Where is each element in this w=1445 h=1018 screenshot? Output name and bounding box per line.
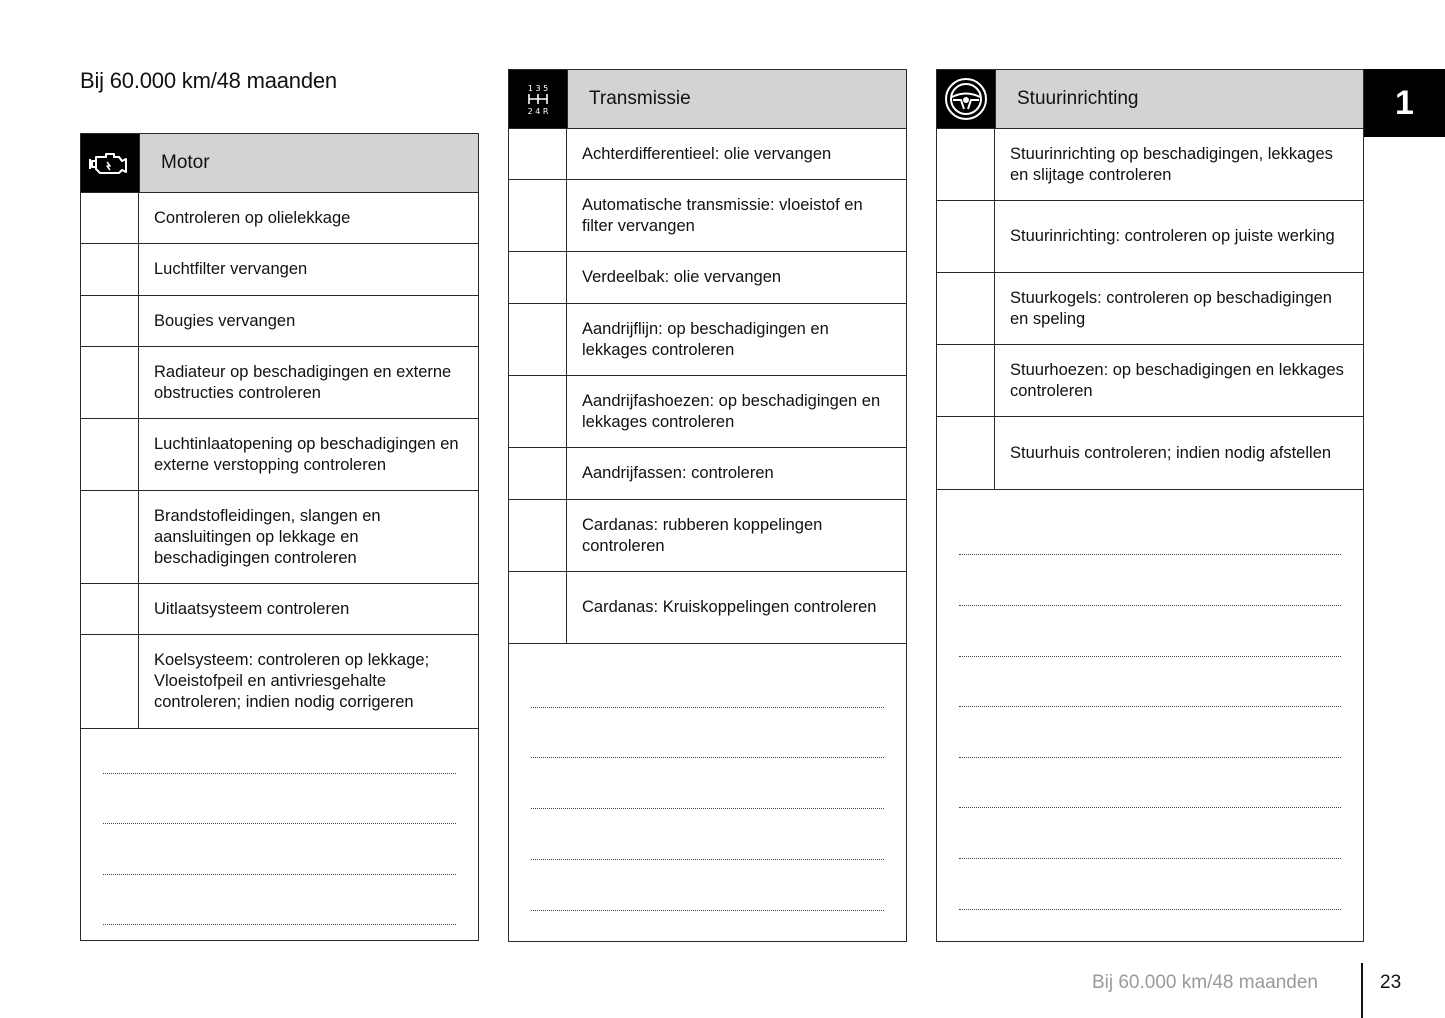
notes-line[interactable] <box>959 656 1341 657</box>
checkbox-cell[interactable] <box>509 376 567 447</box>
checklist-item-text: Luchtinlaatopening op beschadigingen en externe verstopping controleren <box>154 434 459 474</box>
checklist-item-text: Cardanas: rubberen koppelingen controleren <box>582 515 823 555</box>
checklist-item-text: Aandrijflijn: op beschadigingen en lekkages controleren <box>582 319 829 359</box>
checklist-item-text: Stuurinrichting op beschadigingen, lekkages en slijtage controleren <box>1010 144 1333 184</box>
checklist-row <box>81 296 478 347</box>
notes-line[interactable] <box>959 554 1341 555</box>
checklist-item-text: Controleren op olielekkage <box>154 208 351 227</box>
checklist-item-text: Bougies vervangen <box>154 311 296 330</box>
checkbox-cell[interactable] <box>509 129 567 179</box>
notes-line[interactable] <box>959 909 1341 910</box>
notes-line[interactable] <box>959 706 1341 707</box>
checklist-item-text: Radiateur op beschadigingen en externe obstructies controleren <box>154 362 452 402</box>
checkbox-cell[interactable] <box>937 273 995 344</box>
transmissie-header <box>509 70 906 129</box>
checklist-item-text: Koelsysteem: controleren op lekkage; Vloeistofpeil en antivriesgehalte controleren; indien nodig corrigeren <box>154 651 430 711</box>
footer-divider <box>1361 963 1363 1018</box>
checklist-item-text: Cardanas: Kruiskoppelingen controleren <box>582 598 877 616</box>
checklist-item-text: Achterdifferentieel: olie vervangen <box>582 144 832 163</box>
footer-section-label: Bij 60.000 km/48 maanden <box>1091 972 1318 993</box>
motor-section <box>80 133 479 941</box>
notes-line[interactable] <box>103 773 456 774</box>
checkbox-cell[interactable] <box>81 635 139 728</box>
gear-label-top: 1 3 5 <box>527 84 549 93</box>
checklist-row <box>509 252 906 304</box>
checklist-item-text: Stuurinrichting: controleren op juiste werking <box>1010 227 1335 245</box>
motor-title: Motor <box>139 134 478 192</box>
checkbox-cell[interactable] <box>81 296 139 346</box>
notes-line[interactable] <box>531 757 884 758</box>
stuurinrichting-header <box>937 70 1363 129</box>
checkbox-cell[interactable] <box>81 491 139 583</box>
checkbox-cell[interactable] <box>509 252 567 303</box>
checklist-row <box>509 500 906 572</box>
checkbox-cell[interactable] <box>81 584 139 634</box>
checklist-item-text: Stuurhoezen: op beschadigingen en lekkages controleren <box>1010 360 1344 400</box>
checklist-row <box>81 347 478 419</box>
checklist-row <box>509 129 906 180</box>
checklist-item-text: Luchtfilter vervangen <box>154 260 308 278</box>
checklist-row <box>509 180 906 252</box>
checkbox-cell[interactable] <box>937 201 995 272</box>
motor-header <box>81 134 478 193</box>
transmissie-title: Transmissie <box>567 70 906 128</box>
checkbox-cell[interactable] <box>937 417 995 489</box>
steering-wheel-icon <box>937 70 995 128</box>
checkbox-cell[interactable] <box>509 500 567 571</box>
notes-line[interactable] <box>531 910 884 911</box>
notes-line[interactable] <box>103 823 456 824</box>
checkbox-cell[interactable] <box>509 180 567 251</box>
checklist-row <box>81 635 478 729</box>
notes-line[interactable] <box>959 858 1341 859</box>
notes-line[interactable] <box>959 757 1341 758</box>
checklist-item-text: Verdeelbak: olie vervangen <box>582 268 782 286</box>
checklist-row <box>81 491 478 584</box>
notes-line[interactable] <box>531 707 884 708</box>
gear-label-bottom: 2 4 R <box>527 107 549 116</box>
checklist-item-text: Brandstofleidingen, slangen en aansluitingen op lekkage en beschadigingen controleren <box>154 506 381 567</box>
chapter-tab: 1 <box>1364 69 1445 137</box>
checklist-row <box>937 273 1363 345</box>
checkbox-cell[interactable] <box>937 345 995 416</box>
engine-icon <box>81 134 139 192</box>
checkbox-cell[interactable] <box>937 129 995 200</box>
notes-line[interactable] <box>531 808 884 809</box>
checklist-row <box>509 304 906 376</box>
notes-line[interactable] <box>103 874 456 875</box>
checklist-row <box>937 201 1363 273</box>
page-number: 23 <box>1380 972 1402 993</box>
checklist-row <box>81 193 478 244</box>
checklist-item-text: Stuurkogels: controleren op beschadigingen en speling <box>1010 288 1332 328</box>
page-title: Bij 60.000 km/48 maanden <box>80 68 337 93</box>
notes-line[interactable] <box>959 807 1341 808</box>
checklist-item-text: Stuurhuis controleren; indien nodig afstellen <box>1010 443 1332 462</box>
checklist-row <box>937 417 1363 490</box>
checklist-item-text: Automatische transmissie: vloeistof en filter vervangen <box>582 195 863 235</box>
checklist-row <box>509 448 906 500</box>
checkbox-cell[interactable] <box>81 347 139 418</box>
checkbox-cell[interactable] <box>509 304 567 375</box>
checklist-row <box>509 572 906 644</box>
checkbox-cell[interactable] <box>509 572 567 643</box>
checklist-row <box>81 419 478 491</box>
notes-line[interactable] <box>103 924 456 925</box>
checklist-row <box>937 129 1363 201</box>
checkbox-cell[interactable] <box>81 419 139 490</box>
transmissie-section <box>508 69 907 942</box>
stuurinrichting-title: Stuurinrichting <box>995 70 1363 128</box>
checkbox-cell[interactable] <box>509 448 567 499</box>
notes-line[interactable] <box>531 859 884 860</box>
gearshift-icon <box>509 70 567 128</box>
checklist-item-text: Aandrijfashoezen: op beschadigingen en lekkages controleren <box>582 391 881 431</box>
checklist-row <box>937 345 1363 417</box>
notes-line[interactable] <box>959 605 1341 606</box>
checklist-row <box>509 376 906 448</box>
checklist-item-text: Uitlaatsysteem controleren <box>154 599 350 618</box>
checklist-row <box>81 584 478 635</box>
checklist-row <box>81 244 478 296</box>
checkbox-cell[interactable] <box>81 193 139 243</box>
stuurinrichting-section <box>936 69 1364 942</box>
checkbox-cell[interactable] <box>81 244 139 295</box>
checklist-item-text: Aandrijfassen: controleren <box>582 464 774 482</box>
